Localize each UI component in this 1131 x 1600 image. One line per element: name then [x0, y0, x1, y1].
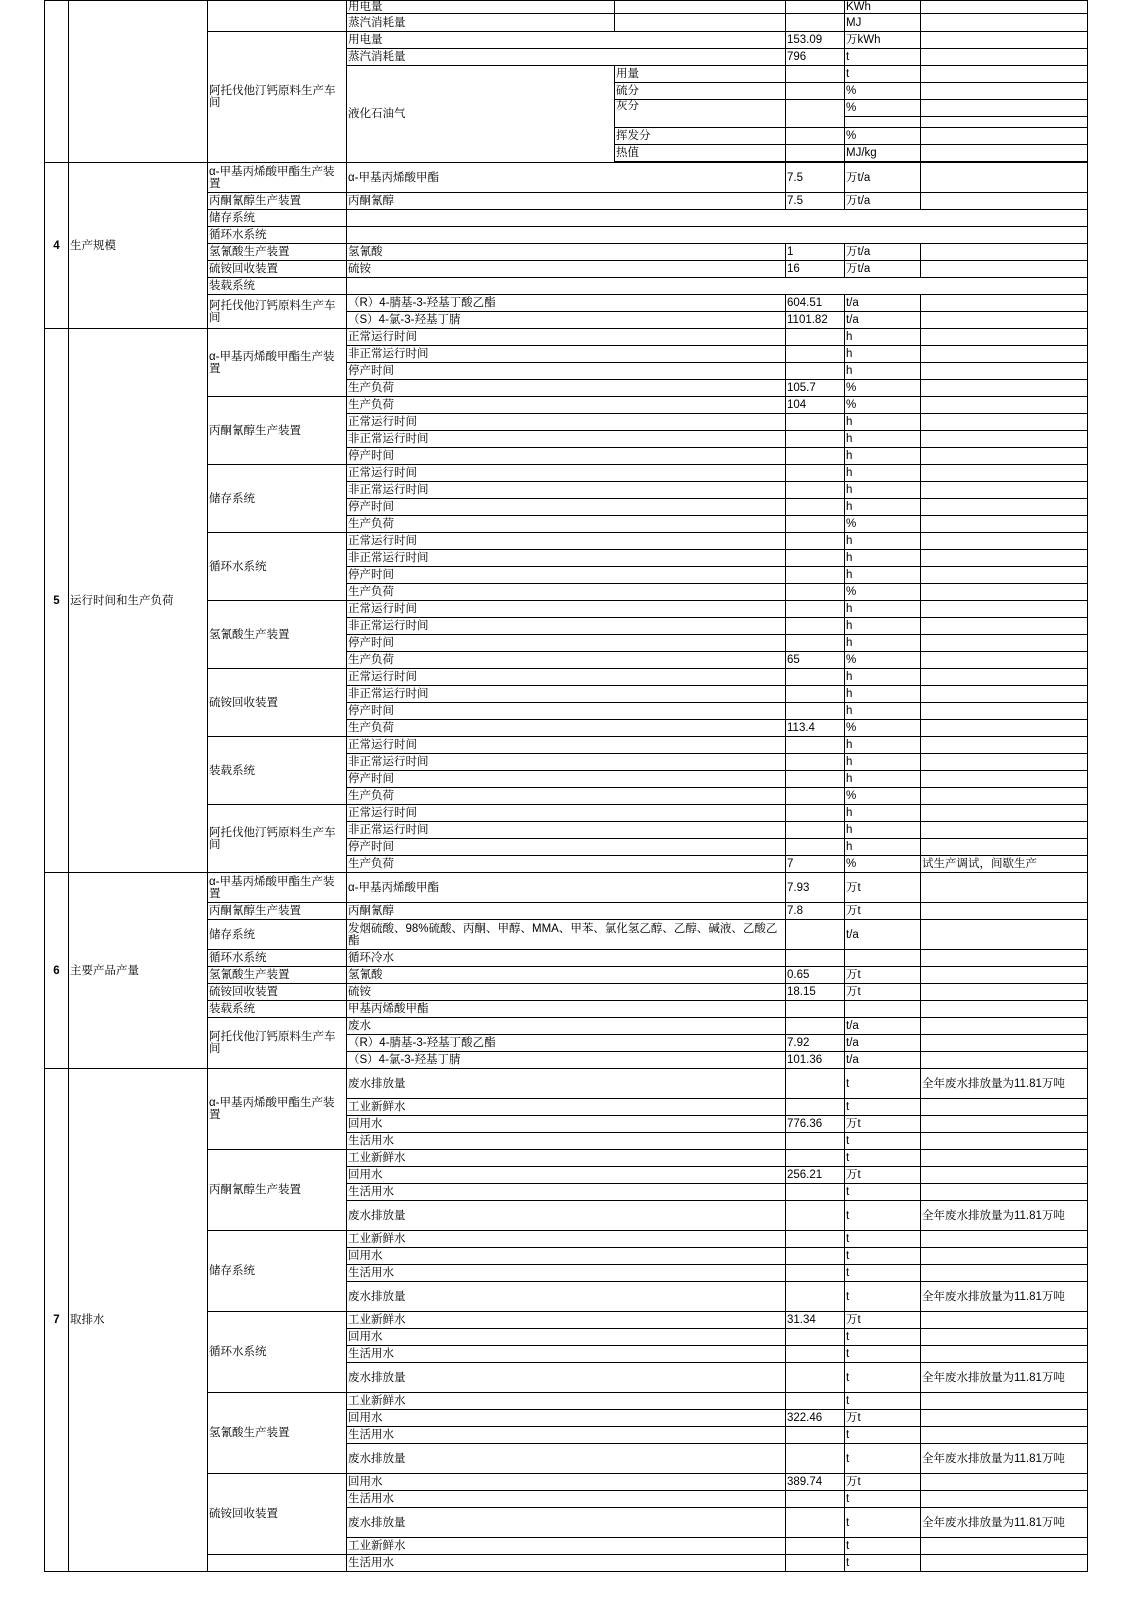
param-cell: 用量 — [615, 66, 786, 83]
product-cell: （R）4-腈基-3-羟基丁酸乙酯 — [347, 295, 786, 312]
unit-cell: % — [845, 100, 921, 117]
device-cell: α-甲基丙烯酸甲酯生产装置 — [208, 329, 347, 397]
device-cell: 循环水系统 — [208, 950, 347, 967]
item-cell: 回用水 — [347, 1329, 786, 1346]
device-cell: 丙酮氰醇生产装置 — [208, 397, 347, 465]
item-cell: 废水排放量 — [347, 1363, 786, 1393]
item-cell: 非正常运行时间 — [347, 686, 786, 703]
product-cell: 发烟硫酸、98%硫酸、丙酮、甲醇、MMA、甲苯、氯化氢乙醇、乙醇、碱液、乙酸乙酯 — [347, 920, 786, 950]
unit-cell: 万t/a — [845, 244, 921, 261]
device-cell: 丙酮氰醇生产装置 — [208, 903, 347, 920]
value-cell: 7.5 — [786, 193, 845, 210]
section-name-cell — [69, 1, 208, 163]
remark-cell: 全年废水排放量为11.81万吨 — [921, 1444, 1088, 1474]
item-cell: 停产时间 — [347, 839, 786, 856]
item-cell: 停产时间 — [347, 567, 786, 584]
value-cell: 153.09 — [786, 32, 845, 49]
unit-cell: h — [845, 618, 921, 635]
unit-cell: KWh — [845, 1, 921, 14]
device-cell: 丙酮氰醇生产装置 — [208, 1150, 347, 1231]
item-cell: 生活用水 — [347, 1555, 786, 1572]
section-title: 取排水 — [69, 1069, 208, 1572]
unit-cell: 万t — [845, 1312, 921, 1329]
value-cell: 7.8 — [786, 903, 845, 920]
value-cell: 65 — [786, 652, 845, 669]
param-cell: 硫分 — [615, 83, 786, 100]
product-cell: 废水 — [347, 1018, 786, 1035]
device-cell: 循环水系统 — [208, 227, 347, 244]
device-cell: 装载系统 — [208, 278, 347, 295]
item-cell: 用电量 — [347, 32, 786, 49]
value-cell: 796 — [786, 49, 845, 66]
item-cell: 停产时间 — [347, 499, 786, 516]
unit-cell: h — [845, 686, 921, 703]
value-cell: 256.21 — [786, 1167, 845, 1184]
value-cell: 1 — [786, 244, 845, 261]
unit-cell: h — [845, 414, 921, 431]
unit-cell: h — [845, 601, 921, 618]
device-cell: 循环水系统 — [208, 533, 347, 601]
device-cell: 储存系统 — [208, 465, 347, 533]
param-cell: 热值 — [615, 145, 786, 162]
unit-cell: % — [845, 83, 921, 100]
item-cell: 非正常运行时间 — [347, 431, 786, 448]
unit-cell: t/a — [845, 1035, 921, 1052]
unit-cell: h — [845, 737, 921, 754]
monitoring-table — [44, 0, 1088, 1572]
item-cell: 生产负荷 — [347, 584, 786, 601]
section-title: 主要产品产量 — [69, 873, 208, 1069]
unit-cell: h — [845, 363, 921, 380]
item-cell: 回用水 — [347, 1474, 786, 1491]
remark-cell: 全年废水排放量为11.81万吨 — [921, 1282, 1088, 1312]
unit-cell: h — [845, 448, 921, 465]
item-cell: 正常运行时间 — [347, 414, 786, 431]
unit-cell: h — [845, 771, 921, 788]
item-cell: 正常运行时间 — [347, 533, 786, 550]
item-cell: 废水排放量 — [347, 1282, 786, 1312]
unit-cell: 万t — [845, 984, 921, 1001]
item-cell: 非正常运行时间 — [347, 618, 786, 635]
device-cell: 装载系统 — [208, 737, 347, 805]
param-cell: 挥发分 — [615, 128, 786, 145]
item-cell: 非正常运行时间 — [347, 346, 786, 363]
section-title: 运行时间和生产负荷 — [69, 329, 208, 873]
device-cell: 硫铵回收装置 — [208, 1474, 347, 1555]
unit-cell: 万t/a — [845, 193, 921, 210]
item-cell: 生活用水 — [347, 1184, 786, 1201]
item-cell: 正常运行时间 — [347, 465, 786, 482]
unit-cell: h — [845, 669, 921, 686]
product-cell: 硫铵 — [347, 984, 786, 1001]
item-cell: 生活用水 — [347, 1133, 786, 1150]
device-cell: 阿托伐他汀钙原料生产车间 — [208, 1018, 347, 1069]
item-cell: 非正常运行时间 — [347, 550, 786, 567]
unit-cell: t — [845, 49, 921, 66]
remark-cell: 全年废水排放量为11.81万吨 — [921, 1363, 1088, 1393]
item-cell: 生产负荷 — [347, 788, 786, 805]
device-cell: 储存系统 — [208, 1231, 347, 1312]
unit-cell: % — [845, 516, 921, 533]
product-cell: （R）4-腈基-3-羟基丁酸乙酯 — [347, 1035, 786, 1052]
unit-cell: t — [845, 1363, 921, 1393]
unit-cell: t — [845, 1444, 921, 1474]
device-cell: 储存系统 — [208, 210, 347, 227]
device-cell: 循环水系统 — [208, 1312, 347, 1393]
unit-cell: h — [845, 805, 921, 822]
value-cell: 101.36 — [786, 1052, 845, 1069]
value-cell: 7.92 — [786, 1035, 845, 1052]
device-cell: 阿托伐他汀钙原料生产车间 — [208, 295, 347, 329]
unit-cell: h — [845, 465, 921, 482]
product-cell: 硫铵 — [347, 261, 786, 278]
unit-cell: h — [845, 482, 921, 499]
item-cell: 停产时间 — [347, 363, 786, 380]
item-cell: 非正常运行时间 — [347, 822, 786, 839]
device-cell: 硫铵回收装置 — [208, 261, 347, 278]
device-cell: 氢氰酸生产装置 — [208, 1393, 347, 1474]
item-cell: 非正常运行时间 — [347, 482, 786, 499]
unit-cell: t — [845, 1491, 921, 1508]
product-cell: 氢氰酸 — [347, 244, 786, 261]
unit-cell: t/a — [845, 312, 921, 329]
unit-cell: t — [845, 1150, 921, 1167]
item-cell: 生产负荷 — [347, 380, 786, 397]
device-cell: α-甲基丙烯酸甲酯生产装置 — [208, 163, 347, 193]
device-cell: 氢氰酸生产装置 — [208, 967, 347, 984]
section-number: 4 — [45, 163, 69, 329]
device-cell: α-甲基丙烯酸甲酯生产装置 — [208, 873, 347, 903]
unit-cell: h — [845, 533, 921, 550]
unit-cell: 万t — [845, 903, 921, 920]
device-cell — [208, 1555, 347, 1572]
unit-cell: t/a — [845, 920, 921, 950]
item-cell: 废水排放量 — [347, 1444, 786, 1474]
value-cell: 104 — [786, 397, 845, 414]
item-cell: 回用水 — [347, 1116, 786, 1133]
item-cell: 生产负荷 — [347, 720, 786, 737]
item-cell: 生活用水 — [347, 1346, 786, 1363]
item-cell: 生活用水 — [347, 1427, 786, 1444]
product-cell: α-甲基丙烯酸甲酯 — [347, 163, 786, 193]
section-number-cell — [45, 1, 69, 163]
value-cell: 31.34 — [786, 1312, 845, 1329]
unit-cell: t — [845, 1184, 921, 1201]
value-cell: 389.74 — [786, 1474, 845, 1491]
unit-cell: h — [845, 431, 921, 448]
unit-cell: t — [845, 1555, 921, 1572]
device-cell: 丙酮氰醇生产装置 — [208, 193, 347, 210]
item-cell: 正常运行时间 — [347, 737, 786, 754]
unit-cell: 万kWh — [845, 32, 921, 49]
value-cell: 18.15 — [786, 984, 845, 1001]
item-cell: 生活用水 — [347, 1491, 786, 1508]
unit-cell: % — [845, 128, 921, 145]
product-cell: 丙酮氰醇 — [347, 193, 786, 210]
unit-cell: t — [845, 1069, 921, 1099]
product-cell: 循环冷水 — [347, 950, 786, 967]
item-cell: 生产负荷 — [347, 856, 786, 873]
unit-cell: % — [845, 856, 921, 873]
remark-cell: 全年废水排放量为11.81万吨 — [921, 1201, 1088, 1231]
unit-cell: h — [845, 567, 921, 584]
item-cell: 回用水 — [347, 1248, 786, 1265]
product-cell: 丙酮氰醇 — [347, 903, 786, 920]
device-cell: 装载系统 — [208, 1001, 347, 1018]
value-cell: 7.93 — [786, 873, 845, 903]
item-cell: 废水排放量 — [347, 1201, 786, 1231]
unit-cell: h — [845, 822, 921, 839]
unit-cell: MJ/kg — [845, 145, 921, 162]
item-cell: 用电量 — [347, 1, 615, 14]
value-cell: 105.7 — [786, 380, 845, 397]
product-cell: （S）4-氯-3-羟基丁腈 — [347, 1052, 786, 1069]
item-cell: 停产时间 — [347, 635, 786, 652]
value-cell: 0.65 — [786, 967, 845, 984]
unit-cell: t — [845, 66, 921, 83]
value-cell: 7 — [786, 856, 845, 873]
item-cell: 工业新鲜水 — [347, 1312, 786, 1329]
unit-cell: % — [845, 720, 921, 737]
unit-cell: 万t — [845, 1116, 921, 1133]
unit-cell: t — [845, 1282, 921, 1312]
unit-cell: t — [845, 1427, 921, 1444]
item-cell: 蒸汽消耗量 — [347, 14, 615, 32]
value-cell: 776.36 — [786, 1116, 845, 1133]
unit-cell: t/a — [845, 1018, 921, 1035]
unit-cell: t — [845, 1265, 921, 1282]
unit-cell: t/a — [845, 295, 921, 312]
device-cell — [208, 1, 347, 32]
value-cell: 113.4 — [786, 720, 845, 737]
device-cell: 阿托伐他汀钙原料生产车间 — [208, 805, 347, 873]
product-cell: 氢氰酸 — [347, 967, 786, 984]
unit-cell: 万t — [845, 1410, 921, 1427]
device-cell: 硫铵回收装置 — [208, 669, 347, 737]
unit-cell: h — [845, 499, 921, 516]
unit-cell: t — [845, 1099, 921, 1116]
product-cell: （S）4-氯-3-羟基丁腈 — [347, 312, 786, 329]
param-cell: 灰分 — [615, 100, 786, 128]
unit-cell: h — [845, 703, 921, 720]
unit-cell: 万t/a — [845, 261, 921, 278]
item-cell: 正常运行时间 — [347, 805, 786, 822]
item-cell: 正常运行时间 — [347, 329, 786, 346]
unit-cell: t — [845, 1393, 921, 1410]
item-cell: 工业新鲜水 — [347, 1099, 786, 1116]
unit-cell: h — [845, 329, 921, 346]
unit-cell: t — [845, 1538, 921, 1555]
value-cell: 1101.82 — [786, 312, 845, 329]
unit-cell: 万t — [845, 967, 921, 984]
unit-cell: % — [845, 397, 921, 414]
unit-cell: t — [845, 1508, 921, 1538]
unit-cell: h — [845, 754, 921, 771]
unit-cell: % — [845, 788, 921, 805]
value-cell: 16 — [786, 261, 845, 278]
value-cell: 7.5 — [786, 163, 845, 193]
unit-cell: h — [845, 346, 921, 363]
item-cell: 正常运行时间 — [347, 669, 786, 686]
unit-cell: t — [845, 1201, 921, 1231]
section-number: 7 — [45, 1069, 69, 1572]
unit-cell: t — [845, 1133, 921, 1150]
remark-cell: 全年废水排放量为11.81万吨 — [921, 1069, 1088, 1099]
unit-cell: t — [845, 1248, 921, 1265]
item-cell: 回用水 — [347, 1410, 786, 1427]
unit-cell: t — [845, 1231, 921, 1248]
item-cell: 废水排放量 — [347, 1069, 786, 1099]
device-cell: 储存系统 — [208, 920, 347, 950]
item-cell: 非正常运行时间 — [347, 754, 786, 771]
item-cell: 正常运行时间 — [347, 601, 786, 618]
unit-cell: t — [845, 1329, 921, 1346]
item-cell: 生产负荷 — [347, 652, 786, 669]
section-number: 6 — [45, 873, 69, 1069]
item-cell: 工业新鲜水 — [347, 1231, 786, 1248]
product-cell: α-甲基丙烯酸甲酯 — [347, 873, 786, 903]
item-cell: 工业新鲜水 — [347, 1538, 786, 1555]
unit-cell: % — [845, 584, 921, 601]
unit-cell: % — [845, 652, 921, 669]
item-cell: 生产负荷 — [347, 397, 786, 414]
item-cell: 回用水 — [347, 1167, 786, 1184]
item-cell: 停产时间 — [347, 703, 786, 720]
data-sheet — [44, 0, 1087, 1572]
item-cell: 生活用水 — [347, 1265, 786, 1282]
item-cell: 生产负荷 — [347, 516, 786, 533]
item-cell: 废水排放量 — [347, 1508, 786, 1538]
unit-cell: 万t/a — [845, 163, 921, 193]
unit-cell: 万t — [845, 1167, 921, 1184]
item-cell: 蒸汽消耗量 — [347, 49, 786, 66]
value-cell: 322.46 — [786, 1410, 845, 1427]
unit-cell: % — [845, 380, 921, 397]
unit-cell: MJ — [845, 14, 921, 32]
device-cell: 氢氰酸生产装置 — [208, 601, 347, 669]
unit-cell: t/a — [845, 1052, 921, 1069]
section-title: 生产规模 — [69, 163, 208, 329]
item-cell: 液化石油气 — [347, 66, 615, 163]
item-cell: 停产时间 — [347, 771, 786, 788]
remark-cell: 试生产调试，间歇生产 — [921, 856, 1088, 873]
remark-cell: 全年废水排放量为11.81万吨 — [921, 1508, 1088, 1538]
unit-cell: h — [845, 550, 921, 567]
item-cell: 停产时间 — [347, 448, 786, 465]
value-cell: 604.51 — [786, 295, 845, 312]
product-cell: 甲基丙烯酸甲酯 — [347, 1001, 786, 1018]
section-number: 5 — [45, 329, 69, 873]
unit-cell: h — [845, 839, 921, 856]
device-cell: 硫铵回收装置 — [208, 984, 347, 1001]
device-cell: α-甲基丙烯酸甲酯生产装置 — [208, 1069, 347, 1150]
unit-cell: t — [845, 1346, 921, 1363]
device-cell: 阿托伐他汀钙原料生产车间 — [208, 32, 347, 163]
device-cell: 氢氰酸生产装置 — [208, 244, 347, 261]
unit-cell: 万t — [845, 1474, 921, 1491]
item-cell: 工业新鲜水 — [347, 1393, 786, 1410]
unit-cell: 万t — [845, 873, 921, 903]
item-cell: 工业新鲜水 — [347, 1150, 786, 1167]
unit-cell: h — [845, 635, 921, 652]
